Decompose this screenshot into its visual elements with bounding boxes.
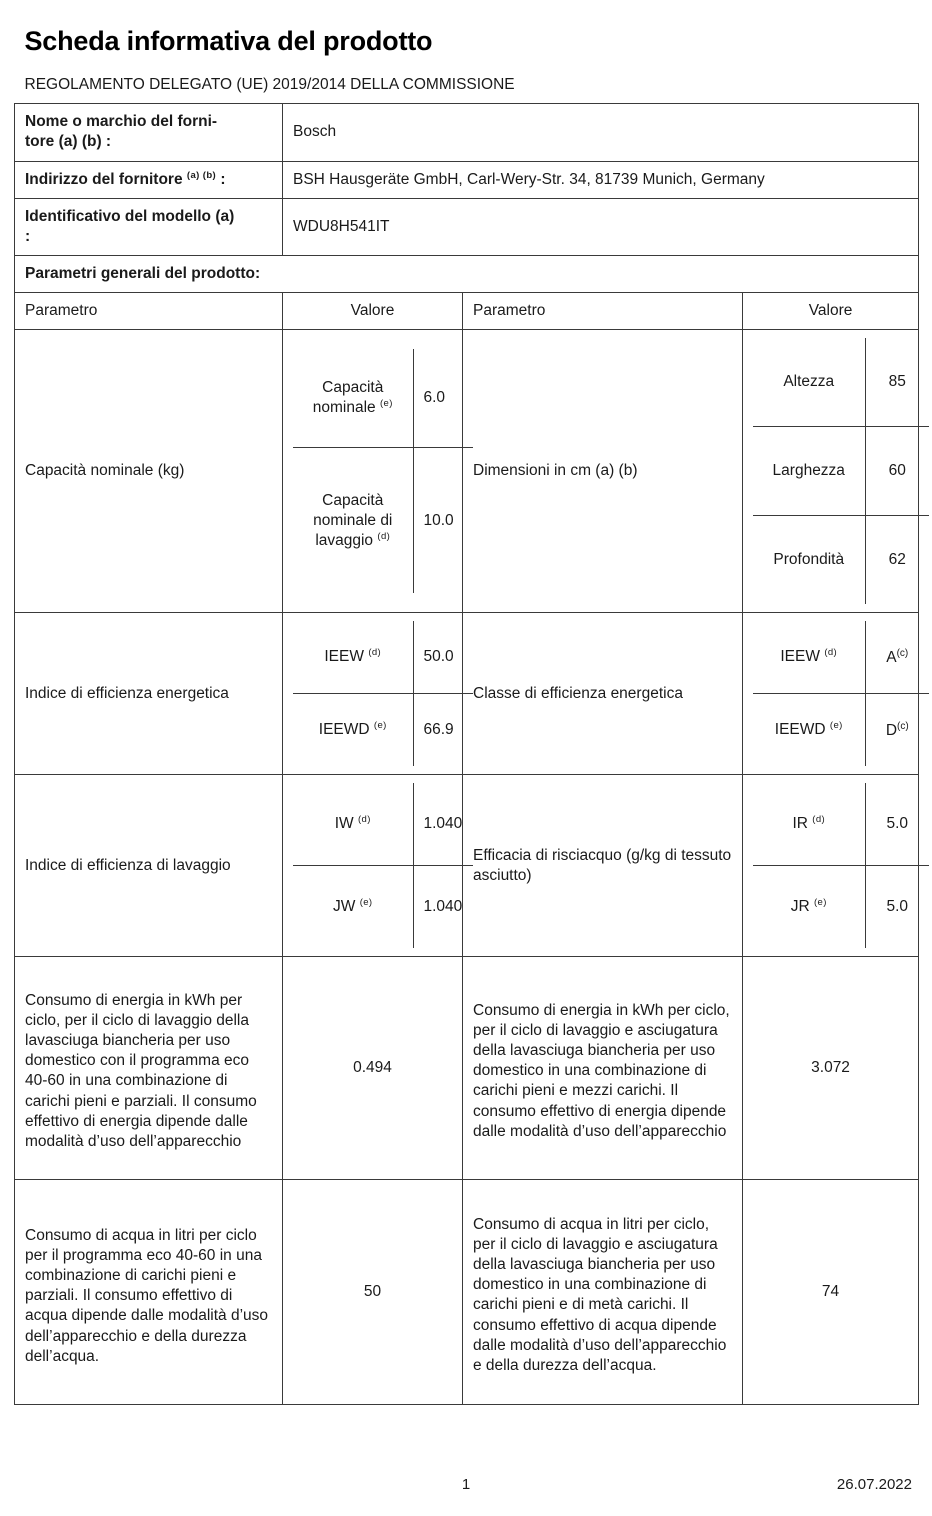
rinsing-subrow bbox=[753, 866, 929, 949]
energy-consumption-row bbox=[15, 957, 919, 1180]
jw-label: JW $^{(e)}$ bbox=[293, 866, 413, 949]
capacity-values-cell bbox=[283, 330, 463, 613]
water-consumption-washdry-value: 74 bbox=[743, 1180, 919, 1405]
energy-class-subrow bbox=[753, 694, 929, 767]
energy-index-label: Indice di efficienza energetica bbox=[15, 613, 283, 775]
general-params-title: Parametri generali del prodotto: bbox=[15, 256, 919, 293]
rinsing-label: Efficacia di risciacquo (g/kg di tessuto asciutto) bbox=[463, 775, 743, 957]
jr-value: 5.0 bbox=[886, 898, 909, 916]
dimensions-subrow bbox=[753, 427, 929, 516]
regulation-subtitle: REGOLAMENTO DELEGATO (UE) 2019/2014 DELLA COMMISSIONE bbox=[24, 76, 515, 94]
capacity-dimensions-row bbox=[15, 330, 919, 613]
energy-index-subrow bbox=[293, 621, 473, 694]
energy-index-subrow bbox=[293, 694, 473, 767]
dimension-width-label: Larghezza bbox=[753, 427, 865, 516]
ieewd-label: IEEWD $^{(e)}$ bbox=[293, 694, 413, 767]
model-id-label: Identificativo del modello (a) : bbox=[15, 198, 283, 255]
energy-consumption-washdry-label: Consumo di energia in kWh per ciclo, per il ciclo di lavaggio e asciugatura della lavasciuga biancheria per uso domestico in una combinazione di carichi pieni e mezzi carichi. Il consumo effettivo di energia dipende dalle modalità d’uso dell’apparecchio bbox=[463, 957, 743, 1180]
header-value-right: Valore bbox=[743, 293, 919, 330]
dimensions-label: Dimensioni in cm (a) (b) bbox=[463, 330, 743, 613]
header-value-left: Valore bbox=[283, 293, 463, 330]
wash-index-subrow bbox=[293, 866, 473, 949]
footnote-marker-d: (d) bbox=[812, 814, 826, 826]
dimension-height-value: 85 bbox=[865, 338, 929, 427]
footnote-marker-e: (e) bbox=[359, 897, 373, 909]
dimensions-subrow bbox=[753, 338, 929, 427]
footnote-marker-e: (e) bbox=[373, 720, 387, 732]
footnote-marker-d: (d) bbox=[824, 647, 838, 659]
footnote-marker-e: (e) bbox=[813, 897, 827, 909]
capacity-subrow bbox=[293, 349, 473, 448]
dimensions-subtable bbox=[753, 338, 929, 604]
rinsing-subtable bbox=[753, 783, 929, 948]
header-parameter-left: Parametro bbox=[15, 293, 283, 330]
footnote-marker-e: (e) bbox=[379, 398, 393, 410]
energy-class-subrow bbox=[753, 621, 929, 694]
dimension-depth-label: Profondità bbox=[753, 516, 865, 605]
ir-value: 5.0 bbox=[865, 783, 929, 866]
column-header-row bbox=[15, 293, 919, 330]
footnote-marker-ab: (a) (b) bbox=[186, 169, 217, 181]
supplier-name-row bbox=[15, 104, 919, 161]
capacity-wash-label: Capacità nominale di lavaggio $^{(d)}$ bbox=[293, 448, 413, 594]
water-consumption-wash-value: 50 bbox=[283, 1180, 463, 1405]
page-title: Scheda informativa del prodotto bbox=[24, 26, 433, 56]
capacity-label: Capacità nominale (kg) bbox=[15, 330, 283, 613]
capacity-subrow bbox=[293, 448, 473, 594]
capacity-subtable bbox=[293, 349, 473, 593]
footnote-marker-c: (c) bbox=[897, 720, 909, 732]
energy-class-values-cell bbox=[743, 613, 919, 775]
jr-label: JR $^{(e)}$ bbox=[753, 866, 865, 949]
footer-page-number: 1 bbox=[461, 1476, 471, 1493]
header-parameter-right: Parametro bbox=[463, 293, 743, 330]
energy-index-subtable bbox=[293, 621, 473, 766]
footnote-marker-d: (d) bbox=[377, 530, 391, 542]
rinsing-values-cell bbox=[743, 775, 919, 957]
dimension-height-label: Altezza bbox=[753, 338, 865, 427]
ieewd-value: 66.9 bbox=[423, 721, 454, 739]
subtitle-row bbox=[15, 67, 919, 104]
model-id-value: WDU8H541IT bbox=[283, 198, 919, 255]
ieew-label: IEEW $^{(d)}$ bbox=[293, 621, 413, 694]
energy-class-subtable bbox=[753, 621, 929, 766]
general-params-section-row bbox=[15, 256, 919, 293]
footnote-marker-e: (e) bbox=[829, 720, 843, 732]
wash-index-rinsing-row bbox=[15, 775, 919, 957]
wash-index-subrow bbox=[293, 783, 473, 866]
supplier-address-label: Indirizzo del fornitore $^{(a) (b)}$ : bbox=[15, 161, 283, 198]
water-consumption-row bbox=[15, 1180, 919, 1405]
water-consumption-wash-label: Consumo di acqua in litri per ciclo per il programma eco 40-60 in una combinazione di carichi pieni e parziali. Il consumo effettivo di acqua dipende dalle modalità d’uso dell’apparecchio e della durezza dell’acqua. bbox=[15, 1180, 283, 1405]
supplier-address-value: BSH Hausgeräte GmbH, Carl-Wery-Str. 34, 81739 Munich, Germany bbox=[283, 161, 919, 198]
product-fiche-table bbox=[14, 16, 919, 1405]
ir-label: IR $^{(d)}$ bbox=[753, 783, 865, 866]
iw-value: 1.040 bbox=[413, 783, 473, 866]
capacity-wash-value: 10.0 bbox=[423, 511, 454, 529]
energy-class-label: Classe di efficienza energetica bbox=[463, 613, 743, 775]
title-row bbox=[15, 16, 919, 67]
capacity-nominal-label: Capacità nominale $^{(e)}$ bbox=[293, 349, 413, 448]
footnote-marker-c: (c) bbox=[896, 647, 909, 659]
water-consumption-washdry-label: Consumo di acqua in litri per ciclo, per il ciclo di lavaggio e asciugatura della lavasciuga biancheria per uso domestico in una combinazione di carichi pieni e di metà carichi. Il consumo effettivo di acqua dipende dalle modalità d’uso dell’apparecchio e della durezza dell’acqua. bbox=[463, 1180, 743, 1405]
rinsing-subrow bbox=[753, 783, 929, 866]
wash-index-subtable bbox=[293, 783, 473, 948]
jw-value: 1.040 bbox=[423, 898, 463, 916]
energy-class-ieewd-value: $D^{(c)}$ bbox=[885, 720, 909, 739]
footer-date: 26.07.2022 bbox=[836, 1476, 912, 1493]
energy-class-ieew-label: IEEW $^{(d)}$ bbox=[753, 621, 865, 694]
energy-index-class-row bbox=[15, 613, 919, 775]
wash-index-label: Indice di efficienza di lavaggio bbox=[15, 775, 283, 957]
capacity-nominal-value: 6.0 bbox=[413, 349, 473, 448]
energy-consumption-wash-value: 0.494 bbox=[283, 957, 463, 1180]
page-footer bbox=[14, 1476, 918, 1498]
title-cell bbox=[15, 16, 919, 67]
energy-class-ieew-value: $A^{(c)}$ bbox=[865, 621, 929, 694]
model-id-row bbox=[15, 198, 919, 255]
iw-label: IW $^{(d)}$ bbox=[293, 783, 413, 866]
footnote-marker-d: (d) bbox=[357, 814, 371, 826]
supplier-name-value: Bosch bbox=[283, 104, 919, 161]
dimensions-values-cell bbox=[743, 330, 919, 613]
energy-consumption-wash-label: Consumo di energia in kWh per ciclo, per il ciclo di lavaggio della lavasciuga biancheria per uso domestico con il programma eco 40-60 in una combinazione di carichi pieni e parziali. Il consumo effettivo di energia dipende dalle modalità d’uso dell’apparecchio bbox=[15, 957, 283, 1180]
product-fiche-page bbox=[0, 16, 932, 1516]
energy-consumption-washdry-value: 3.072 bbox=[743, 957, 919, 1180]
footnote-marker-d: (d) bbox=[368, 647, 382, 659]
supplier-address-row bbox=[15, 161, 919, 198]
energy-class-ieewd-label: IEEWD $^{(e)}$ bbox=[753, 694, 865, 767]
dimensions-subrow bbox=[753, 516, 929, 605]
wash-index-values-cell bbox=[283, 775, 463, 957]
ieew-value: 50.0 bbox=[413, 621, 473, 694]
supplier-name-label: Nome o marchio del forni- tore (a) (b) : bbox=[15, 104, 283, 161]
dimension-depth-value: 62 bbox=[888, 551, 906, 569]
energy-index-values-cell bbox=[283, 613, 463, 775]
dimension-width-value: 60 bbox=[865, 427, 929, 516]
